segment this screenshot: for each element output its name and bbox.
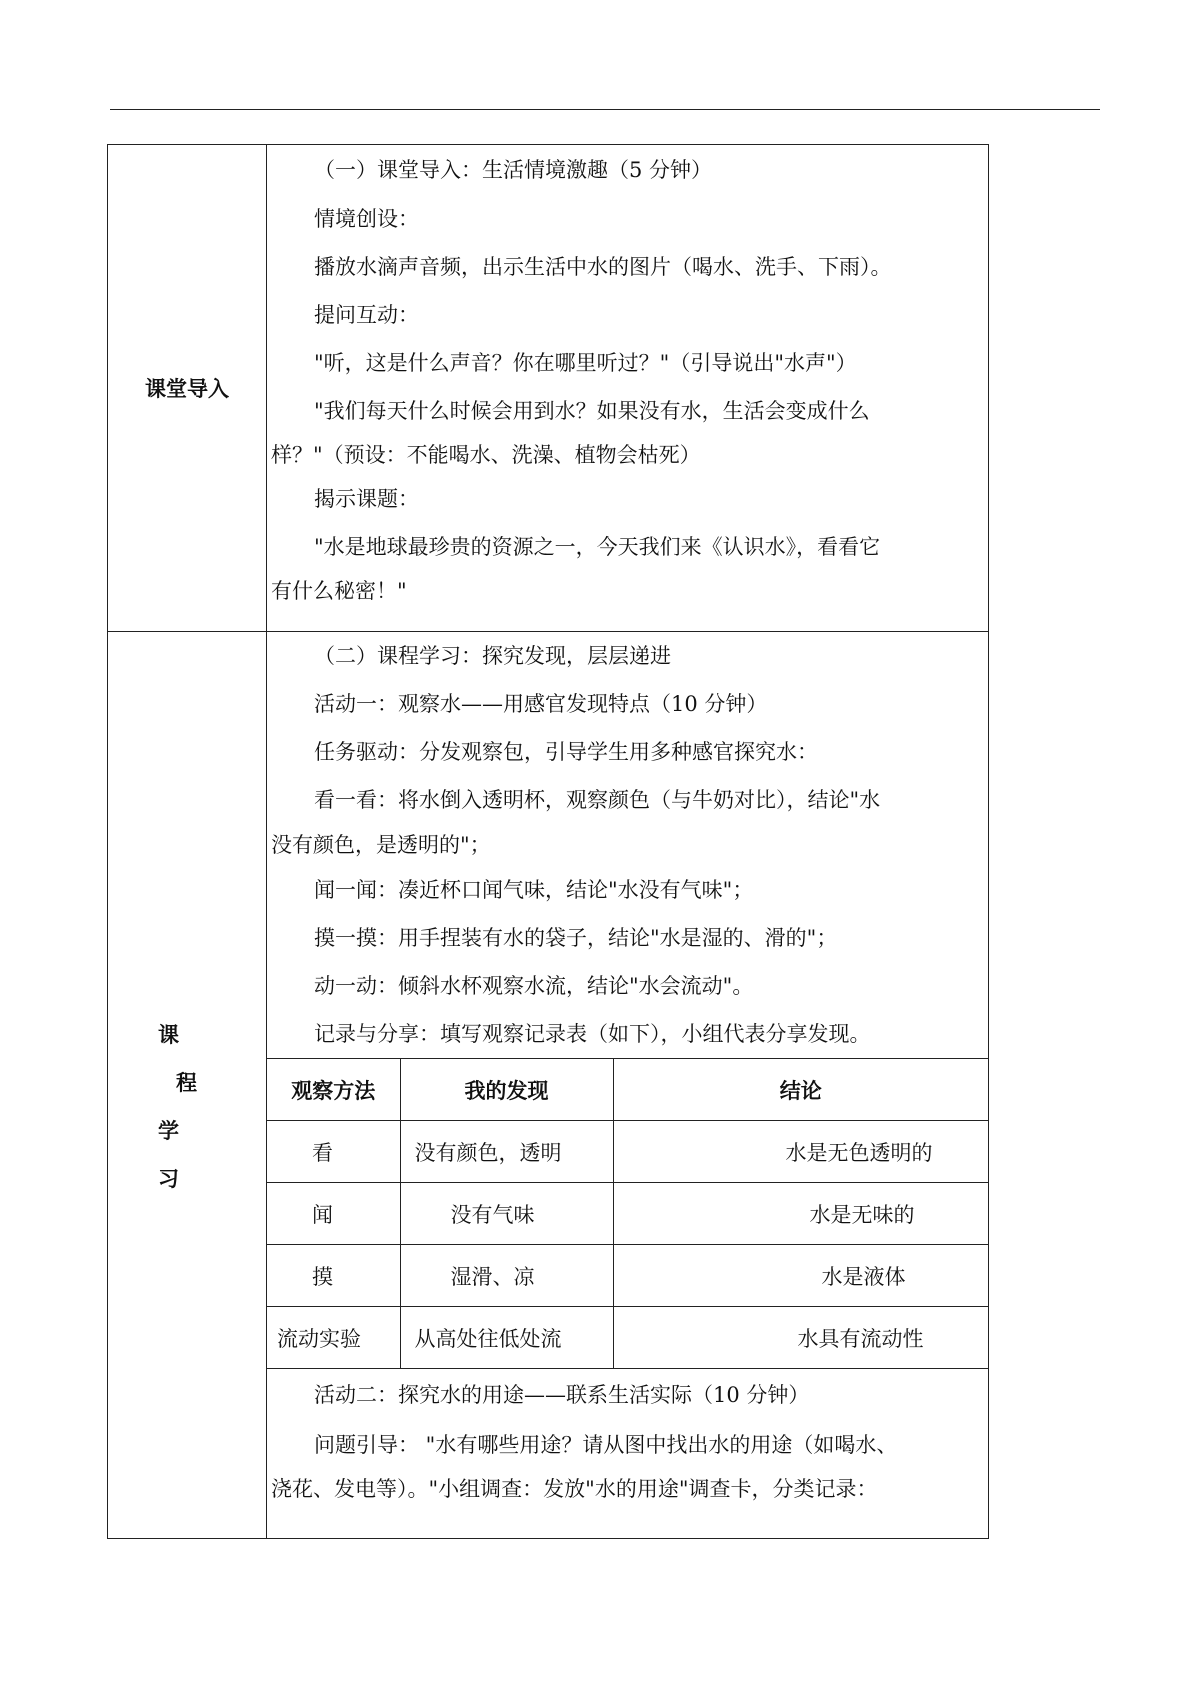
study-line: 摸一摸：用手捏装有水的袋子，结论"水是湿的、滑的"； — [314, 926, 838, 950]
table-cell: 闻 — [267, 1183, 400, 1245]
section-intro-label-cell — [108, 145, 267, 631]
table-cell: 没有颜色，透明 — [400, 1121, 613, 1183]
table-cell: 水是无色透明的 — [613, 1121, 988, 1183]
observation-table — [267, 1058, 988, 1369]
section-study-content — [267, 632, 988, 1538]
table-row — [267, 1307, 988, 1369]
study-line: 动一动：倾斜水杯观察水流，结论"水会流动"。 — [314, 974, 754, 998]
study-line: 活动一：观察水——用感官发现特点（10 分钟） — [314, 692, 768, 716]
intro-line: 有什么秘密！" — [271, 579, 407, 603]
study-line: 记录与分享：填写观察记录表（如下），小组代表分享发现。 — [314, 1022, 871, 1046]
header-rule — [110, 109, 1100, 110]
table-cell: 湿滑、凉 — [400, 1245, 613, 1307]
study-line: 没有颜色，是透明的"； — [271, 833, 491, 857]
table-header-cell: 我的发现 — [400, 1059, 613, 1121]
section-intro-heading: （一）课堂导入：生活情境激趣（5 分钟） — [314, 158, 713, 182]
section-study-label-char: 程 — [176, 1071, 197, 1095]
table-cell: 看 — [267, 1121, 400, 1183]
section-study-row — [108, 631, 988, 1538]
section-intro-content — [267, 145, 988, 631]
study-line: 看一看：将水倒入透明杯，观察颜色（与牛奶对比），结论"水 — [314, 788, 881, 812]
intro-line: "听，这是什么声音？你在哪里听过？"（引导说出"水声"） — [314, 351, 857, 375]
table-cell: 水是液体 — [613, 1245, 988, 1307]
table-cell: 流动实验 — [267, 1307, 400, 1369]
section-study-heading: （二）课程学习：探究发现，层层递进 — [314, 644, 671, 668]
study-line: 活动二：探究水的用途——联系生活实际（10 分钟） — [314, 1383, 810, 1407]
observation-table-header — [267, 1059, 988, 1121]
intro-line: "水是地球最珍贵的资源之一，今天我们来《认识水》，看看它 — [314, 535, 881, 559]
section-study-label-char: 学 — [158, 1119, 179, 1143]
section-intro-row — [108, 145, 988, 631]
table-row — [267, 1183, 988, 1245]
study-line: 浇花、发电等）。"小组调查：发放"水的用途"调查卡，分类记录： — [271, 1477, 878, 1501]
intro-line: 揭示课题： — [314, 487, 419, 511]
section-study-label — [108, 632, 266, 1538]
intro-line: 播放水滴声音频，出示生活中水的图片（喝水、洗手、下雨）。 — [314, 255, 892, 279]
intro-line: "我们每天什么时候会用到水？如果没有水，生活会变成什么 — [314, 399, 870, 423]
table-cell: 水是无味的 — [613, 1183, 988, 1245]
section-study-label-char: 课 — [158, 1023, 179, 1047]
section-study-label-cell — [108, 632, 267, 1538]
table-cell: 水具有流动性 — [613, 1307, 988, 1369]
section-intro-label: 课堂导入 — [145, 377, 229, 401]
section-study-label-char: 习 — [158, 1167, 179, 1191]
table-cell: 摸 — [267, 1245, 400, 1307]
study-line: 任务驱动：分发观察包，引导学生用多种感官探究水： — [314, 740, 818, 764]
study-line: 问题引导： "水有哪些用途？请从图中找出水的用途（如喝水、 — [314, 1433, 898, 1457]
table-header-cell: 观察方法 — [267, 1059, 400, 1121]
table-cell: 从高处往低处流 — [400, 1307, 613, 1369]
lesson-plan-table — [107, 144, 989, 1539]
study-line: 闻一闻：凑近杯口闻气味，结论"水没有气味"； — [314, 878, 754, 902]
table-row — [267, 1121, 988, 1183]
table-row — [267, 1245, 988, 1307]
intro-line: 样？"（预设：不能喝水、洗澡、植物会枯死） — [271, 443, 701, 467]
intro-line: 情境创设： — [314, 207, 419, 231]
table-cell: 没有气味 — [400, 1183, 613, 1245]
table-header-cell: 结论 — [613, 1059, 988, 1121]
intro-line: 提问互动： — [314, 303, 419, 327]
